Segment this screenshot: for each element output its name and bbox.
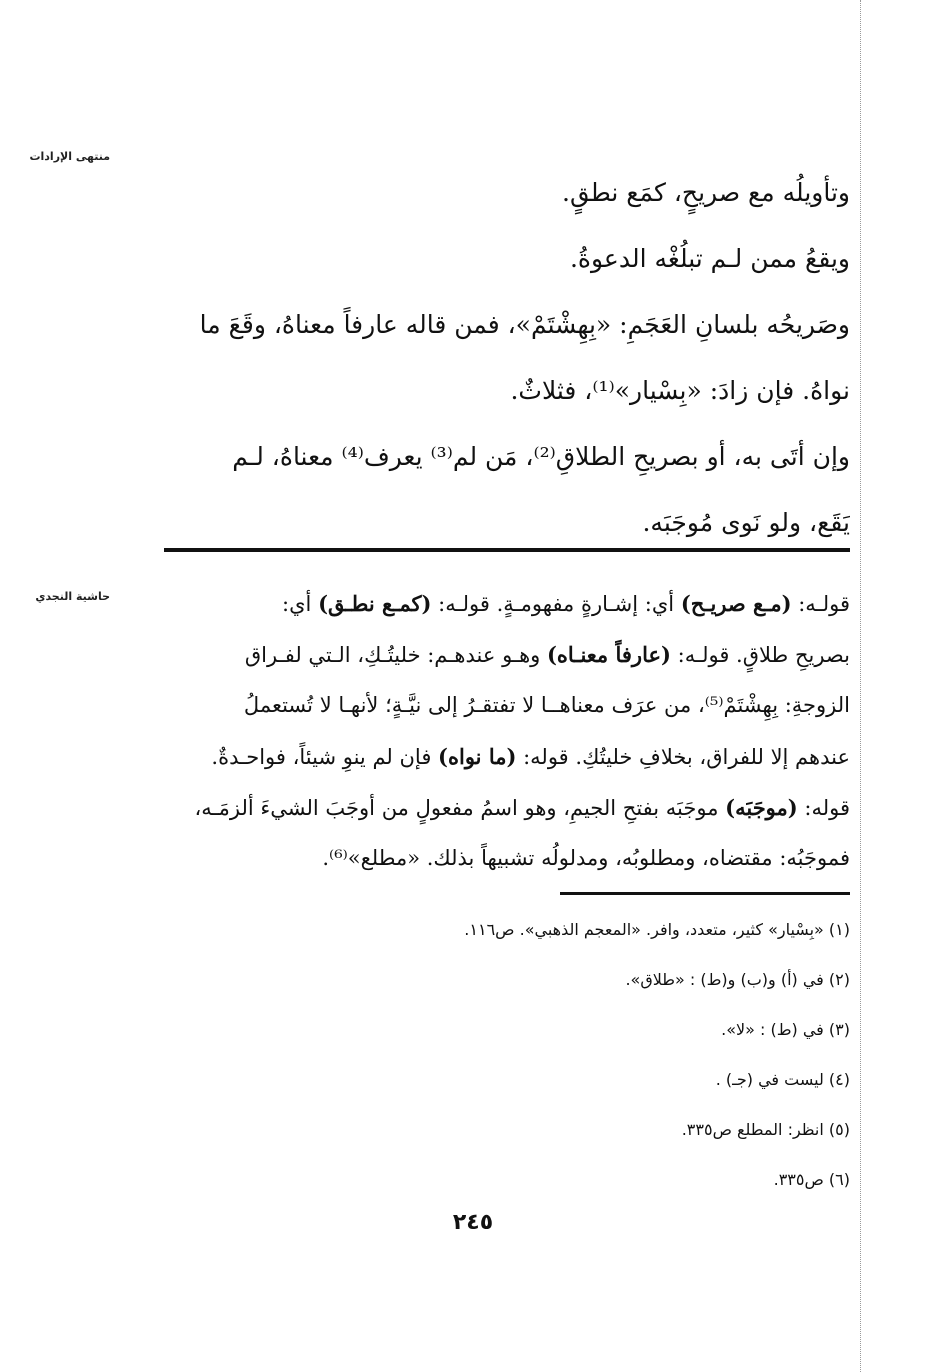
commentary-term: (موجَبَه) — [725, 795, 798, 820]
commentary-line: فموجَبُه: مقتضاه، ومطلوبُه، ومدلولُه تشبيهاً بذلك. «مطلع»⁽⁶⁾. — [322, 846, 850, 870]
main-text-line: نواهُ. فإن زادَ: «بِسْيار»⁽¹⁾، فثلاثٌ. — [510, 376, 850, 405]
main-text-line: وتأويلُه مع صريحٍ، كمَع نطقٍ. — [562, 178, 850, 207]
margin-label-commentary: حاشية النجدي — [35, 590, 110, 603]
commentary-text: أي: — [282, 592, 319, 616]
page-edge-dotted-line — [860, 0, 862, 1372]
page-number: ٢٤٥ — [452, 1210, 494, 1235]
commentary-term: (مـع صريـح) — [680, 591, 792, 616]
footnote: (١) «بِسْيار» كثير، متعدد، وافر. «المعجم الذهبي». ص١١٦. — [464, 920, 850, 939]
main-text-block — [160, 160, 850, 556]
commentary-term: (ما نواه) — [438, 744, 517, 769]
footnote: (٣) في (ط) : «لا». — [721, 1020, 850, 1039]
margin-label-main-text: منتهى الإرادات — [29, 150, 110, 163]
footnotes-block — [380, 905, 850, 1205]
commentary-text: قوله: — [797, 796, 850, 820]
commentary-block — [160, 578, 850, 884]
commentary-term: (عارفاً معنـاه) — [546, 642, 671, 667]
commentary-text: موجَبَه بفتحِ الجيمِ، وهو اسمُ مفعولٍ من أوجَبَ الشيءَ ألزمَـه، — [194, 796, 726, 820]
footnote-divider — [560, 892, 850, 895]
commentary-line — [160, 731, 850, 782]
commentary-line — [160, 629, 850, 680]
commentary-line — [160, 578, 850, 629]
commentary-line — [160, 782, 850, 833]
commentary-text: بصريحِ طلاقٍ. قولـه: — [670, 643, 850, 667]
main-text-line: وإن أتَى به، أو بصريحِ الطلاقِ⁽²⁾، مَن لم⁽³⁾ يعرف⁽⁴⁾ معناهُ، لـم — [232, 442, 850, 471]
commentary-text: فإن لم ينوِ شيئاً، فواحـدةٌ. — [211, 745, 439, 769]
commentary-term: (كمـع نطـق) — [318, 591, 432, 616]
main-text-line: ويقعُ ممن لـم تبلُغْه الدعوةُ. — [569, 244, 850, 273]
footnote: (٢) في (أ) و(ب) و(ط) : «طلاق». — [625, 970, 850, 989]
footnote: (٦) ص٣٣٥. — [773, 1170, 850, 1189]
commentary-line: الزوجةِ: بِهِشْتَمْ⁽⁵⁾، من عرَف معناهــا لا تفتقـرُ إلى نيَّـةٍ؛ لأنهـا لا تُستعملُ — [243, 693, 850, 717]
commentary-text: عندهم إلا للفراق، بخلافِ خليتُكِ. قوله: — [516, 745, 850, 769]
footnote: (٥) انظر: المطلع ص٣٣٥. — [681, 1120, 850, 1139]
commentary-text: أي: إشـارةٍ مفهومـةٍ. قولـه: — [431, 592, 681, 616]
main-text-line: وصَريحُه بلسانِ العَجَمِ: «بِهِشْتَمْ»، فمن قاله عارفاً معناهُ، وقَعَ ما — [199, 310, 850, 339]
main-text-line: يَقَع، ولو نَوى مُوجَبَه. — [642, 508, 850, 537]
commentary-text: قولـه: — [791, 592, 850, 616]
footnote: (٤) ليست في (جـ) . — [715, 1070, 850, 1089]
section-divider — [164, 548, 850, 552]
commentary-text: وهـو عندهـم: خليتُـكِ، الـتي لفـراق — [244, 643, 547, 667]
